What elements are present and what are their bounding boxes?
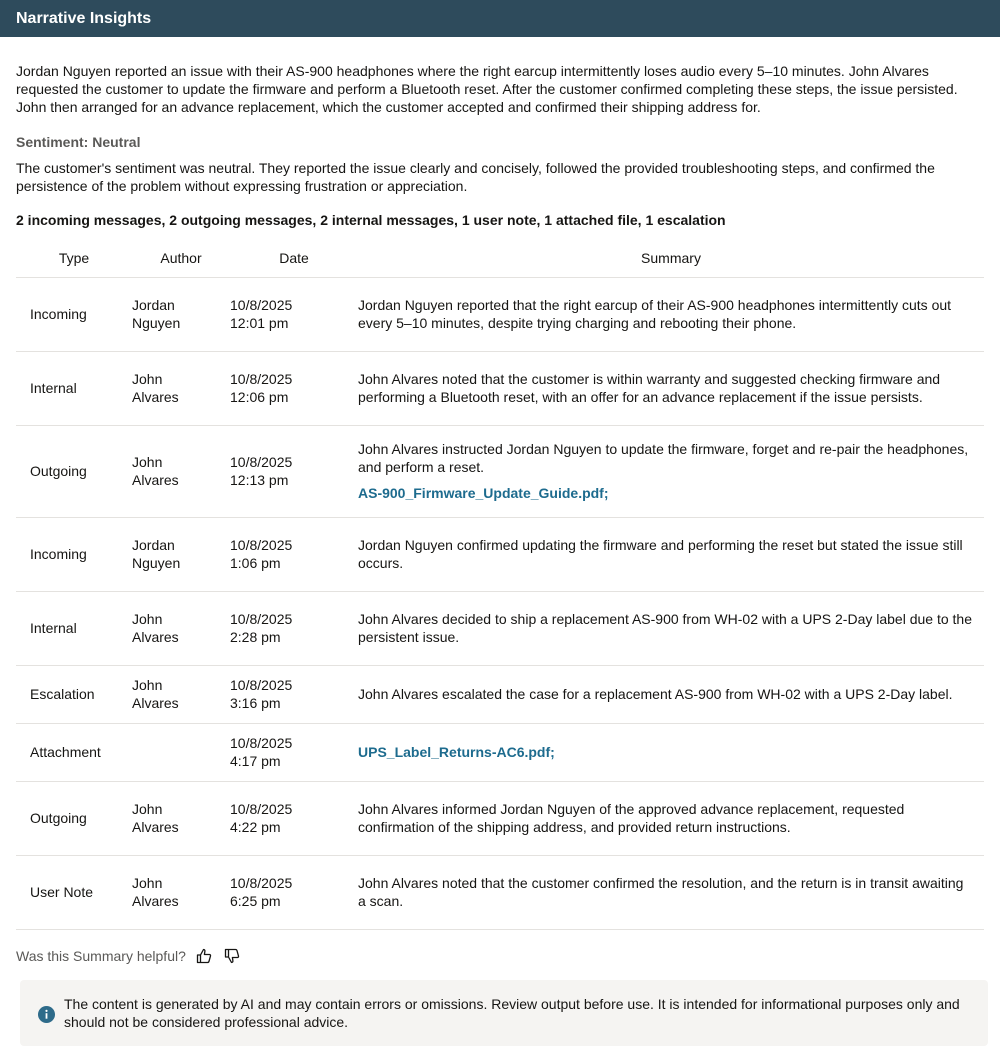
row-type: Incoming bbox=[16, 277, 132, 351]
header-type: Type bbox=[58, 249, 90, 266]
row-author-first: John bbox=[132, 611, 163, 627]
row-author-last: Alvares bbox=[132, 695, 179, 711]
row-date-day: 10/8/2025 bbox=[230, 454, 293, 470]
row-date bbox=[230, 855, 358, 929]
row-summary: John Alvares instructed Jordan Nguyen to update the firmware, forget and re-pair the headphones, and perform a reset. bbox=[358, 441, 969, 475]
row-author-last: Alvares bbox=[132, 819, 179, 835]
row-summary-cell bbox=[358, 277, 984, 351]
row-type: Outgoing bbox=[16, 781, 132, 855]
attachment-link[interactable]: AS-900_Firmware_Update_Guide.pdf; bbox=[358, 485, 609, 501]
row-date bbox=[230, 723, 358, 781]
row-summary: John Alvares informed Jordan Nguyen of the approved advance replacement, requested confirmation of the shipping address, and provided return instructions. bbox=[358, 801, 905, 835]
ai-disclaimer bbox=[20, 980, 988, 1046]
row-summary: Jordan Nguyen reported that the right earcup of their AS-900 headphones intermittently cuts out every 5–10 minutes, despite trying charging and rebooting their phone. bbox=[358, 297, 952, 331]
row-author bbox=[132, 591, 230, 665]
row-author-first: John bbox=[132, 454, 163, 470]
row-date-day: 10/8/2025 bbox=[230, 297, 293, 313]
row-author-last: Alvares bbox=[132, 472, 179, 488]
row-date-day: 10/8/2025 bbox=[230, 537, 293, 553]
feedback-question: Was this Summary helpful? bbox=[16, 947, 186, 964]
row-date-time: 12:13 pm bbox=[230, 472, 289, 488]
row-type: Outgoing bbox=[16, 425, 132, 517]
row-date-time: 12:01 pm bbox=[230, 315, 289, 331]
row-author bbox=[132, 781, 230, 855]
row-date-time: 3:16 pm bbox=[230, 695, 281, 711]
row-author bbox=[132, 665, 230, 723]
message-counts: 2 incoming messages, 2 outgoing messages, 2 internal messages, 1 user note, 1 attached file, 1 escalation bbox=[16, 212, 726, 228]
row-summary-cell bbox=[358, 425, 984, 517]
panel-header bbox=[0, 0, 1000, 37]
row-author-first: Jordan bbox=[132, 297, 175, 313]
row-summary: John Alvares noted that the customer confirmed the resolution, and the return is in transit awaiting a scan. bbox=[358, 875, 964, 909]
row-author-first: John bbox=[132, 801, 163, 817]
thumbs-down-icon bbox=[224, 948, 240, 964]
row-author bbox=[132, 855, 230, 929]
row-author-first: Jordan bbox=[132, 537, 175, 553]
row-summary-cell bbox=[358, 855, 984, 929]
row-summary-cell bbox=[358, 591, 984, 665]
row-date-day: 10/8/2025 bbox=[230, 677, 293, 693]
narrative-summary: Jordan Nguyen reported an issue with their AS-900 headphones where the right earcup intermittently loses audio every 5–10 minutes. John Alvares requested the customer to update the firmware and perform a Bluetooth reset. After the customer confirmed completing these steps, the issue persisted. John then arranged for an advance replacement, which the customer accepted and confirmed their shipping address for. bbox=[16, 63, 958, 115]
row-date-time: 1:06 pm bbox=[230, 555, 281, 571]
row-summary: John Alvares escalated the case for a replacement AS-900 from WH-02 with a UPS 2-Day label. bbox=[358, 686, 953, 702]
row-author-last: Alvares bbox=[132, 389, 179, 405]
header-summary: Summary bbox=[641, 249, 701, 266]
thumbs-up-icon bbox=[196, 948, 212, 964]
row-author-last: Nguyen bbox=[132, 315, 181, 331]
thumbs-down-button[interactable] bbox=[222, 946, 242, 966]
row-author bbox=[132, 277, 230, 351]
header-author: Author bbox=[160, 249, 202, 266]
row-author bbox=[132, 723, 230, 781]
row-date-day: 10/8/2025 bbox=[230, 371, 293, 387]
panel-body bbox=[0, 62, 1000, 966]
row-date bbox=[230, 781, 358, 855]
row-date-time: 2:28 pm bbox=[230, 629, 281, 645]
disclaimer-text: The content is generated by AI and may contain errors or omissions. Review output before use. It is intended for informational purposes only and should not be considered professional advice. bbox=[64, 995, 960, 1030]
row-author-first: John bbox=[132, 371, 163, 387]
row-date bbox=[230, 665, 358, 723]
row-author-first: John bbox=[132, 875, 163, 891]
row-author bbox=[132, 517, 230, 591]
sentiment-text: The customer's sentiment was neutral. They reported the issue clearly and concisely, followed the provided troubleshooting steps, and confirmed the persistence of the problem without expressing frustration or appreciation. bbox=[16, 160, 935, 194]
timeline-table bbox=[16, 239, 984, 930]
row-date bbox=[230, 351, 358, 425]
row-summary: Jordan Nguyen confirmed updating the firmware and performing the reset but stated the issue still occurs. bbox=[358, 537, 963, 571]
table-row bbox=[16, 855, 984, 929]
table-row bbox=[16, 591, 984, 665]
row-date-day: 10/8/2025 bbox=[230, 801, 293, 817]
row-date bbox=[230, 425, 358, 517]
table-row bbox=[16, 425, 984, 517]
row-date-time: 4:22 pm bbox=[230, 819, 281, 835]
row-type: Incoming bbox=[16, 517, 132, 591]
feedback-bar bbox=[16, 946, 984, 966]
row-summary-cell bbox=[358, 351, 984, 425]
row-date-time: 4:17 pm bbox=[230, 753, 281, 769]
row-author bbox=[132, 351, 230, 425]
row-date bbox=[230, 517, 358, 591]
table-row bbox=[16, 277, 984, 351]
row-author-last: Nguyen bbox=[132, 555, 181, 571]
row-date-day: 10/8/2025 bbox=[230, 611, 293, 627]
row-author-first: John bbox=[132, 677, 163, 693]
panel-title: Narrative Insights bbox=[16, 10, 152, 27]
attachment-link[interactable]: UPS_Label_Returns-AC6.pdf; bbox=[358, 744, 555, 760]
sentiment-label: Sentiment: Neutral bbox=[16, 134, 141, 150]
row-date-day: 10/8/2025 bbox=[230, 735, 293, 751]
row-author-last: Alvares bbox=[132, 893, 179, 909]
table-row bbox=[16, 351, 984, 425]
row-summary-cell bbox=[358, 723, 984, 781]
row-author bbox=[132, 425, 230, 517]
row-summary-cell bbox=[358, 665, 984, 723]
row-type: Attachment bbox=[16, 723, 132, 781]
row-type: Escalation bbox=[16, 665, 132, 723]
row-summary-cell bbox=[358, 781, 984, 855]
row-date-time: 6:25 pm bbox=[230, 893, 281, 909]
table-row bbox=[16, 665, 984, 723]
table-row bbox=[16, 723, 984, 781]
row-date-time: 12:06 pm bbox=[230, 389, 289, 405]
row-summary: John Alvares noted that the customer is within warranty and suggested checking firmware and performing a Bluetooth reset, with an offer for an advance replacement if the issue persists. bbox=[358, 371, 941, 405]
row-date-day: 10/8/2025 bbox=[230, 875, 293, 891]
header-date: Date bbox=[279, 249, 309, 266]
table-header-row bbox=[16, 239, 984, 277]
row-date bbox=[230, 277, 358, 351]
row-summary: John Alvares decided to ship a replacement AS-900 from WH-02 with a UPS 2-Day label due to the persistent issue. bbox=[358, 611, 972, 645]
row-type: Internal bbox=[16, 351, 132, 425]
row-type: User Note bbox=[16, 855, 132, 929]
table-row bbox=[16, 517, 984, 591]
thumbs-up-button[interactable] bbox=[194, 946, 214, 966]
table-row bbox=[16, 781, 984, 855]
row-summary-cell bbox=[358, 517, 984, 591]
row-type: Internal bbox=[16, 591, 132, 665]
row-author-last: Alvares bbox=[132, 629, 179, 645]
info-icon bbox=[38, 1006, 55, 1023]
row-date bbox=[230, 591, 358, 665]
